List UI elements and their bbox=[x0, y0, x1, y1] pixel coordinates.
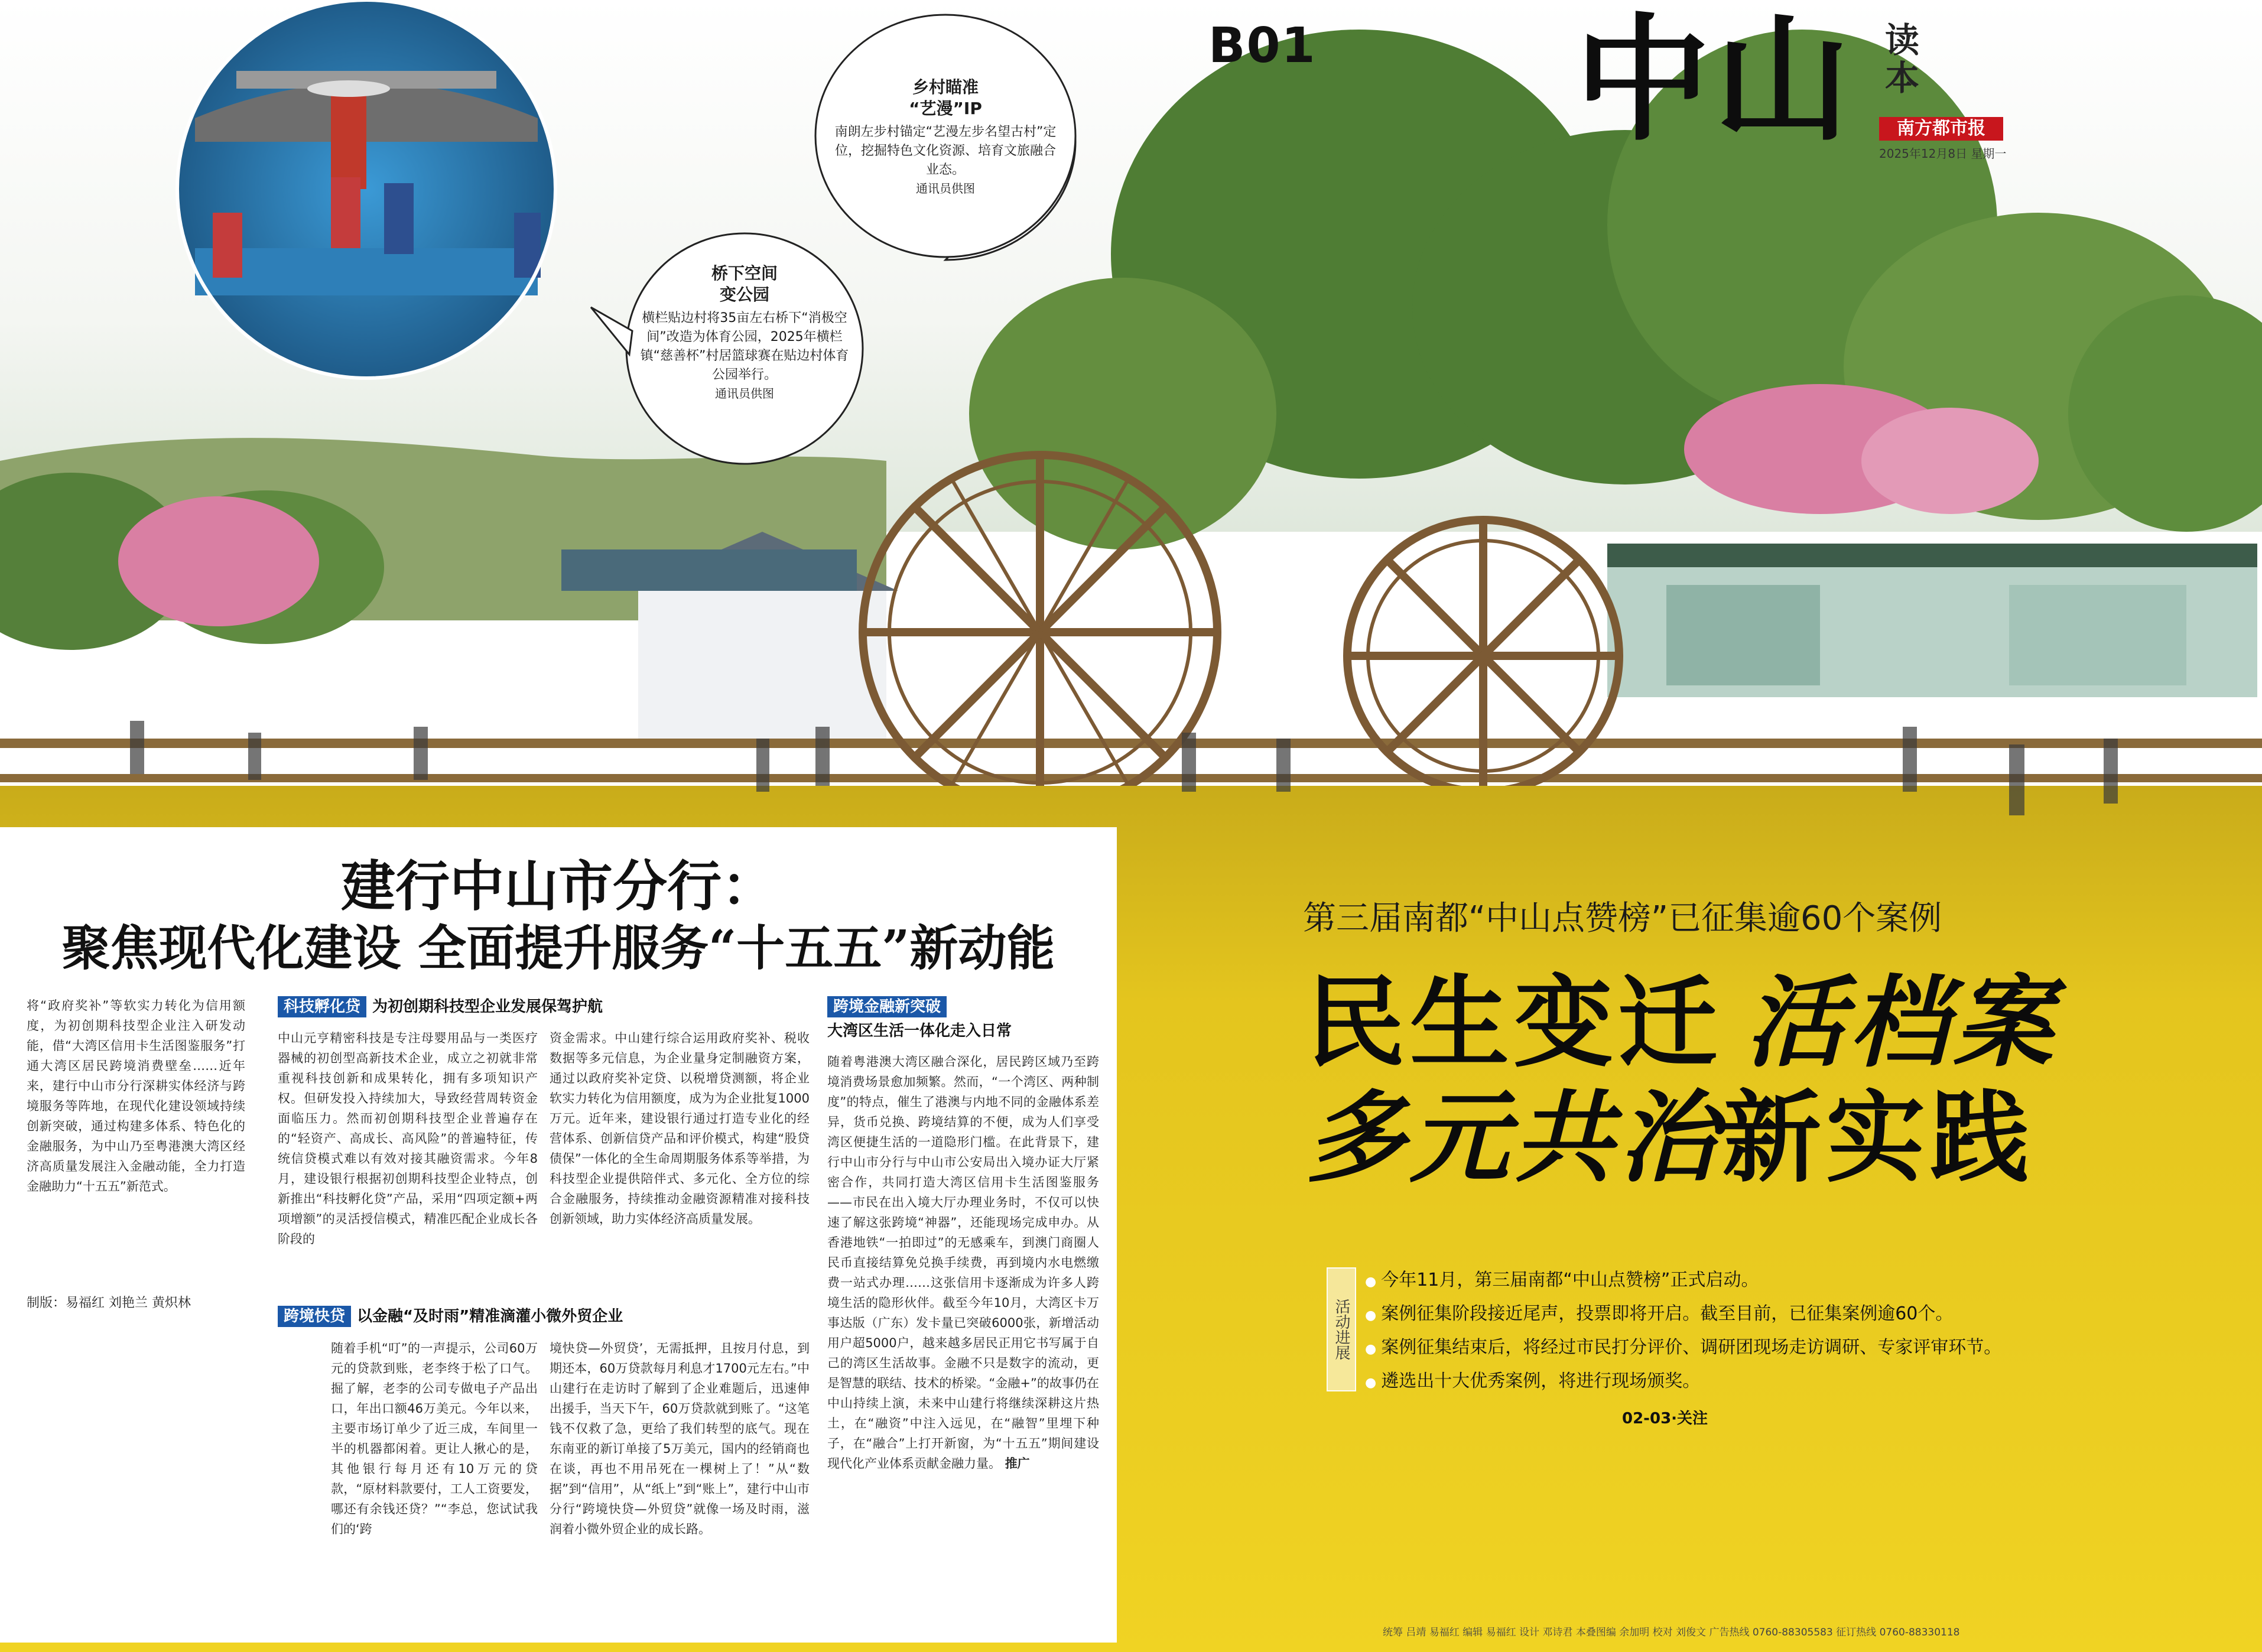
article-headline: 建行中山市分行： bbox=[340, 854, 776, 918]
caption-title: 桥下空间 bbox=[711, 264, 778, 283]
headline-part: 民生变迁 bbox=[1306, 964, 1722, 1081]
section-subtitle: 大湾区生活一体化走入日常 bbox=[827, 1022, 1012, 1040]
progress-item: ● 今年11月，第三届南都“中山点赞榜”正式启动。 bbox=[1365, 1264, 2228, 1298]
page-number: B01 bbox=[1208, 18, 1317, 74]
caption-title: “艺漫”IP bbox=[909, 99, 982, 118]
newspaper-brand-logo: 南方都市报 bbox=[1879, 117, 2003, 141]
photo-caption-village-ip bbox=[833, 77, 1058, 197]
section-label: 科技孵化贷 bbox=[278, 996, 366, 1017]
caption-credit: 通讯员供图 bbox=[916, 181, 975, 196]
headline-part-emphasis: 多元共治 bbox=[1306, 1080, 1722, 1196]
credits-footer: 统筹 吕靖 易福红 编辑 易福红 设计 邓诗君 本叠图编 余加明 校对 刘俊文 广告热线 0760-88305583 征订热线 0760-88330118 bbox=[1383, 1627, 1960, 1638]
section-subtitle: 以金融“及时雨”精准滴灌小微外贸企业 bbox=[357, 1308, 623, 1325]
progress-item: ● 案例征集阶段接近尾声，投票即将开启。截至目前，已征集案例逾60个。 bbox=[1365, 1298, 2228, 1332]
feature-kicker: 第三届南都“中山点赞榜”已征集逾60个案例 bbox=[1303, 899, 1942, 938]
white-house bbox=[638, 591, 886, 739]
section-label: 跨境快贷 bbox=[278, 1306, 351, 1327]
section-header-trade bbox=[278, 1306, 810, 1327]
section-trade-col-b: 境快贷—外贸贷’，无需抵押，且按月付息，到期还本，60万贷款每月利息才1700元左右。”中山建行在走访时了解到了企业难题后，迅速伸出援手，当天下午，60万贷款就到账了。“这笔钱不仅救了急，更给了我们转型的底气。现在东南亚的新订单接了5万美元，国内的经销商也在谈，再也不用吊死在一棵树上了！”从“数据”到“信用”，从“纸上”到“账上”，建行中山市分行“跨境快贷—外贸贷”就像一场及时雨，滋润着小微外贸企业的成长路。 bbox=[550, 1341, 810, 1536]
article-lead bbox=[27, 996, 245, 1196]
photo-caption-bridge-park bbox=[638, 263, 851, 402]
headline-part: 新实践 bbox=[1722, 1079, 2034, 1196]
article-subheadline: 聚焦现代化建设 全面提升服务“十五五”新动能 bbox=[61, 920, 1055, 977]
article-byline: 制版：易福红 刘艳兰 黄炽林 bbox=[27, 1296, 191, 1310]
fence bbox=[0, 739, 2262, 748]
section-header-crossborder bbox=[827, 996, 1105, 1042]
caption-title: 乡村瞄准 bbox=[912, 77, 979, 97]
section-header-tech bbox=[278, 996, 810, 1017]
caption-credit: 通讯员供图 bbox=[715, 386, 774, 401]
section-tech-col-a: 中山元亨精密科技是专注母婴用品与一类医疗器械的初创型高新技术企业，成立之初就非常重视科技创新和成果转化，拥有多项知识产权。但研发投入持续加大，导致经营周转资金面临压力。然而初创期科技型企业普遍存在的“轻资产、高成长、高风险”的普遍特征，传统信贷模式难以有效对接其融资需求。今年8月，建设银行根据初创期科技型企业特点，创新推出“科技孵化贷”产品，采用“四项定额+两项增额”的灵活授信模式，精准匹配企业成长各阶段的 bbox=[278, 1031, 538, 1246]
masthead-title: 中山 bbox=[1575, 0, 1854, 160]
caption-title: 变公园 bbox=[719, 285, 769, 304]
progress-item: ● 遴选出十大优秀案例，将进行现场颁奖。 bbox=[1365, 1365, 2228, 1399]
section-tech-col-b: 资金需求。中山建行综合运用政府奖补、税收数据等多元信息，为企业量身定制融资方案，通过以政府奖补定贷、以税增贷测额，将企业软实力转化为信用额度，成为为企业批复1000万元。近年来，建设银行通过打造专业化的经营体系、创新信贷产品和评价模式，构建“股贷债保”一体化的全生命周期服务体系等举措，为科技型企业提供陪伴式、多元化、全方位的综合金融服务，持续推动金融资源精准对接科技创新领域，助力实体经济高质量发展。 bbox=[550, 1031, 810, 1226]
feature-headline-line1 bbox=[1306, 966, 2058, 1079]
headline-part-emphasis: 活档案 bbox=[1746, 965, 2058, 1081]
section-body: 随着粤港澳大湾区融合深化，居民跨区域乃至跨境消费场景愈加频繁。然而，“一个湾区、两种制度”的特点，催生了港澳与内地不同的金融体系差异，货币兑换、跨境结算的不便，成为人们享受湾区便捷生活的一道隐形门槛。在此背景下，建行中山市分行与中山市公安局出入境办证大厅紧密合作，共同打造大湾区信用卡生活图鉴服务——市民在出入境大厅办理业务时，不仅可以快速了解这张跨境“神器”，还能现场完成申办。从香港地铁“一拍即过”的无感乘车，到澳门商圈人民币直接结算免兑换手续费，再到境内水电燃缴费一站式办理……这张信用卡逐渐成为许多人跨境生活的隐形伙伴。截至今年10月，大湾区卡万事达版（广东）发卡量已突破6000张，新增活动用户超5000户，越来越多居民正用它书写属于自己的湾区生活故事。金融不只是数字的流动，更是智慧的联结、技术的桥梁。“金融+”的故事仍在中山持续上演，未来中山建行将继续深耕这片热土，在“融资”中注入远见，在“融智”里埋下种子，在“融合”上打开新窗，为“十五五”期间建设现代化产业体系贡献金融力量。 bbox=[827, 1055, 1099, 1471]
progress-list bbox=[1365, 1264, 2228, 1399]
lead-text: 将“政府奖补”等软实力转化为信用额度，为初创期科技型企业注入研发动能，借“大湾区信用卡生活图鉴服务”打通大湾区居民跨境消费壁垒……近年来，建行中山市分行深耕实体经济与跨境服务等阵地，在现代化建设领域持续创新突破，通过构建多体系、特色化的金融服务，为中山乃至粤港澳大湾区经济高质量发展注入金融动能，全力打造金融助力“十五五”新范式。 bbox=[27, 999, 245, 1194]
section-label: 跨境金融新突破 bbox=[827, 996, 947, 1017]
issue-date: 2025年12月8日 星期一 bbox=[1879, 147, 2007, 161]
inset-photo-basketball bbox=[177, 0, 555, 378]
progress-tag: 活动进展 bbox=[1327, 1267, 1356, 1391]
page-reference: 02-03·关注 bbox=[1622, 1410, 1708, 1427]
masthead-side-label: 读本 bbox=[1885, 20, 1920, 98]
section-subtitle: 为初创期科技型企业发展保驾护航 bbox=[372, 998, 603, 1016]
progress-item: ● 案例征集结束后，将经过市民打分评价、调研团现场走访调研、专家评审环节。 bbox=[1365, 1332, 2228, 1365]
feature-headline-line2 bbox=[1306, 1081, 2034, 1194]
section-trade-col-a: 随着手机“叮”的一声提示，公司60万元的贷款到账，老李终于松了口气。掘了解，老李的公司专做电子产品出口，年出口额46万美元。今年以来，主要市场订单少了近三成，车间里一半的机器都闲着。更让人揪心的是，其他银行每月还有10万元的贷款，“原材料款要付，工人工资要发，哪还有余钱还贷？”“李总，您试试我们的‘跨 bbox=[331, 1341, 538, 1536]
caption-body: 横栏贴边村将35亩左右桥下“消极空间”改造为体育公园，2025年横栏镇“慈善杯”村居篮球赛在贴边村体育公园举行。 bbox=[640, 311, 849, 382]
caption-body: 南朗左步村锚定“艺漫左步名望古村”定位，挖掘特色文化资源、培育文旅融合业态。 bbox=[834, 125, 1057, 177]
section-crossborder-col bbox=[827, 1052, 1099, 1637]
promo-tag: 推广 bbox=[1005, 1456, 1030, 1471]
